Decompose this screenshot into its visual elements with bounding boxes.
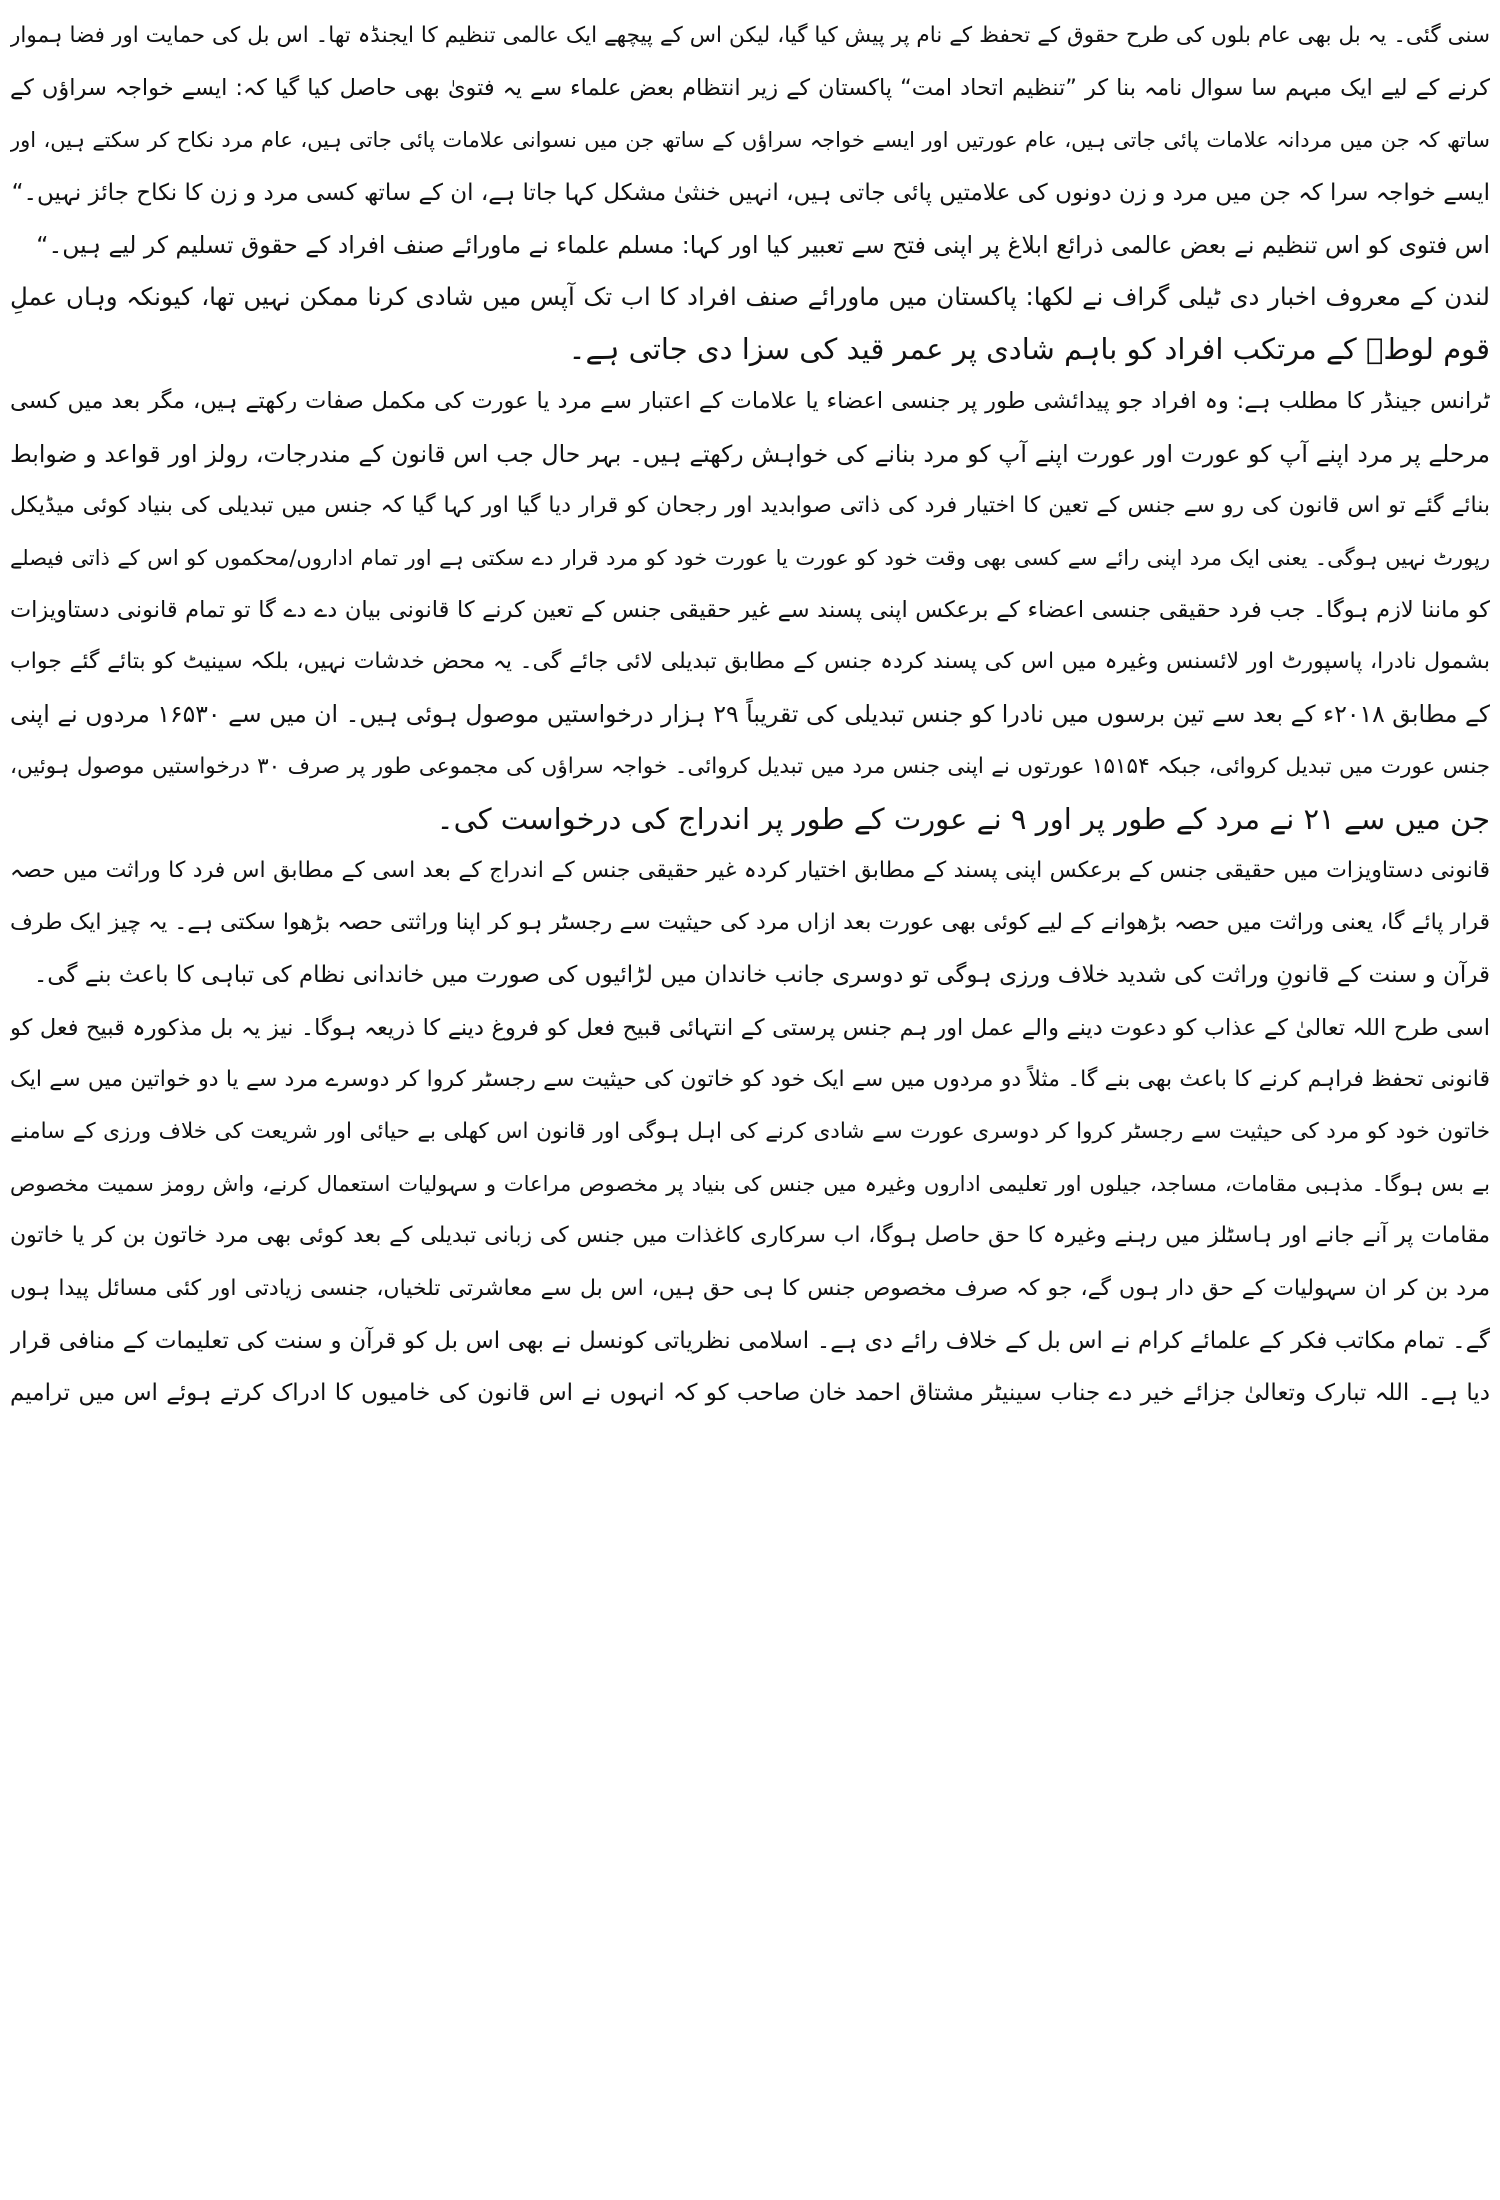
text-line: قوم لوطؑ کے مرتکب افراد کو باہم شادی پر عمر قید کی سزا دی جاتی ہے۔	[568, 332, 1490, 367]
text-line: قرآن و سنت کے قانونِ وراثت کی شدید خلاف ورزی ہوگی تو دوسری جانب خاندان میں لڑائیوں کی صورت میں خاندانی نظام کی تباہی کا باعث بنے گی۔	[33, 962, 1490, 989]
paragraph-inheritance	[10, 845, 1490, 1002]
text-line: ایسے خواجہ سرا کہ جن میں مرد و زن دونوں کی علامتیں پائی جاتی ہیں، انہیں خنثیٰ مشکل کہا جاتا ہے، ان کے ساتھ کسی مرد و زن کا نکاح جائز نہیں۔“	[11, 179, 1490, 206]
text-line: مرد بن کر ان سہولیات کے حق دار ہوں گے، جو کہ صرف مخصوص جنس کا ہی حق ہیں، اس بل سے معاشرتی تلخیاں، جنسی زیادتی اور کئی مسائل پیدا ہوں	[10, 1275, 1490, 1301]
text-line: قرار پائے گا، یعنی وراثت میں حصہ بڑھوانے کے لیے کوئی بھی عورت بعد ازاں مرد کی حیثیت سے رجسٹر ہو کر اپنا وراثتی حصہ بڑھوا سکتی ہے۔ یہ چیز ایک طرف	[10, 910, 1490, 936]
text-line: کو ماننا لازم ہوگا۔ جب فرد حقیقی جنسی اعضاء کے برعکس اپنی پسند سے غیر حقیقی جنس کے تعین کرنے کا قانونی بیان دے دے گا تو تمام قانونی دستاویزات	[10, 597, 1490, 624]
text-line: رپورٹ نہیں ہوگی۔ یعنی ایک مرد اپنی رائے سے کسی بھی وقت خود کو عورت یا عورت خود کو مرد قرار دے سکتی ہے اور تمام اداروں/محکموں کو اس کے ذاتی فیصلے	[10, 545, 1490, 570]
text-line: جن میں سے ۲۱ نے مرد کے طور پر اور ۹ نے عورت کے طور پر اندراج کی درخواست کی۔	[436, 801, 1490, 836]
paragraph-transgender-definition	[10, 375, 1490, 845]
paragraph-consequences	[10, 1002, 1490, 1420]
text-line: سنی گئی۔ یہ بل بھی عام بلوں کی طرح حقوق کے تحفظ کے نام پر پیش کیا گیا، لیکن اس کے پیچھے ایک عالمی تنظیم کا ایجنڈہ تھا۔ اس بل کی حمایت اور فضا ہموار	[10, 23, 1490, 48]
text-line: مقامات پر آنے جانے اور ہاسٹلز میں رہنے وغیرہ کا حق حاصل ہوگا، اب سرکاری کاغذات میں جنس کی زبانی تبدیلی کے بعد کوئی بھی مرد خاتون بن کر یا خاتون	[10, 1223, 1490, 1249]
text-line: اسی طرح اللہ تعالیٰ کے عذاب کو دعوت دینے والے عمل اور ہم جنس پرستی کے انتہائی قبیح فعل کو فروغ دینے کا ذریعہ ہوگا۔ نیز یہ بل مذکورہ قبیح فعل کو	[10, 1014, 1490, 1041]
text-line: بے بس ہوگا۔ مذہبی مقامات، مساجد، جیلوں اور تعلیمی اداروں وغیرہ میں جنس کی بنیاد پر مخصوص مراعات و سہولیات استعمال کرنے، واش رومز سمیت مخصوص	[10, 1172, 1490, 1197]
text-line: جنس عورت میں تبدیل کروائی، جبکہ ۱۵۱۵۴ عورتوں نے اپنی جنس مرد میں تبدیل کروائی۔ خواجہ سراؤں کی مجموعی طور پر صرف ۳۰ درخواستیں موصول ہوئیں،	[10, 753, 1490, 779]
text-line: اس فتوی کو اس تنظیم نے بعض عالمی ذرائع ابلاغ پر اپنی فتح سے تعبیر کیا اور کہا: مسلم علماء نے ماورائے صنف افراد کے حقوق تسلیم کر لیے ہیں۔“	[36, 230, 1490, 259]
text-line: کے مطابق ۲۰۱۸ء کے بعد سے تین برسوں میں نادرا کو جنس تبدیلی کی تقریباً ۲۹ ہزار درخواستیں موصول ہوئی ہیں۔ ان میں سے ۱۶۵۳۰ مردوں نے اپنی	[10, 700, 1490, 729]
text-line: ٹرانس جینڈر کا مطلب ہے: وہ افراد جو پیدائشی طور پر جنسی اعضاء یا علامات کے اعتبار سے مرد یا عورت کی مکمل صفات رکھتے ہیں، مگر بعد میں کسی	[10, 388, 1490, 415]
paragraph-telegraph	[10, 271, 1490, 375]
text-line: دیا ہے۔ اللہ تبارک وتعالیٰ جزائے خیر دے جناب سینیٹر مشتاق احمد خان صاحب کو کہ انہوں نے اس قانون کی خامیوں کا ادراک کرتے ہوئے اس میں ترامیم	[10, 1379, 1490, 1406]
text-line: گے۔ تمام مکاتب فکر کے علمائے کرام نے اس بل کے خلاف رائے دی ہے۔ اسلامی نظریاتی کونسل نے بھی اس بل کو قرآن و سنت کی تعلیمات کے منافی قرار	[10, 1327, 1490, 1354]
text-line: بشمول نادرا، پاسپورٹ اور لائسنس وغیرہ میں اس کی پسند کردہ جنس کے مطابق تبدیلی لائی جائے گی۔ یہ محض خدشات نہیں، بلکہ سینیٹ کو بتائے گئے جواب	[10, 649, 1490, 675]
text-line: لندن کے معروف اخبار دی ٹیلی گراف نے لکھا: پاکستان میں ماورائے صنف افراد کا اب تک آپس میں شادی کرنا ممکن نہیں تھا، کیونکہ وہاں عملِ	[10, 281, 1490, 311]
paragraph-fatwa	[10, 10, 1490, 219]
text-line: خاتون خود کو مرد کی حیثیت سے رجسٹر کروا کر دوسری عورت سے شادی کرنے کی اہل ہوگی اور قانون اس کھلی بے حیائی اور شریعت کی خلاف ورزی کے سامنے	[10, 1118, 1490, 1144]
text-line: مرحلے پر مرد اپنے آپ کو عورت اور عورت اپنے آپ کو مرد بنانے کی خواہش رکھتے ہیں۔ بہر حال جب اس قانون کے مندرجات، رولز اور قواعد و ضوابط	[10, 439, 1490, 468]
text-line: کرنے کے لیے ایک مبہم سا سوال نامہ بنا کر ”تنظیم اتحاد امت“ پاکستان کے زیر انتظام بعض علماء سے یہ فتویٰ بھی حاصل کیا گیا کہ: ایسے خواجہ سراؤں کے	[10, 75, 1490, 102]
text-line: بنائے گئے تو اس قانون کی رو سے جنس کے تعین کا اختیار فرد کی ذاتی صوابدید اور رجحان کو قرار دیا گیا اور کہا گیا کہ جنس میں تبدیلی کی بنیاد کوئی میڈیکل	[10, 492, 1490, 518]
paragraph-media-claim	[10, 219, 1490, 271]
text-line: قانونی دستاویزات میں حقیقی جنس کے برعکس اپنی پسند کے مطابق اختیار کردہ غیر حقیقی جنس کے اندراج کے بعد اسی کے مطابق اس فرد کا وراثت میں حصہ	[10, 858, 1490, 883]
text-line: ساتھ کہ جن میں مردانہ علامات پائی جاتی ہیں، عام عورتیں اور ایسے خواجہ سراؤں کے ساتھ جن میں نسوانی علامات پائی جاتی ہیں، عام مرد نکاح کر سکتے ہیں، اور	[10, 128, 1490, 153]
text-line: قانونی تحفظ فراہم کرنے کا باعث بھی بنے گا۔ مثلاً دو مردوں میں سے ایک خود کو خاتون کی حیثیت سے رجسٹر کروا کر دوسرے مرد سے یا دو خواتین میں سے ایک	[10, 1066, 1490, 1092]
